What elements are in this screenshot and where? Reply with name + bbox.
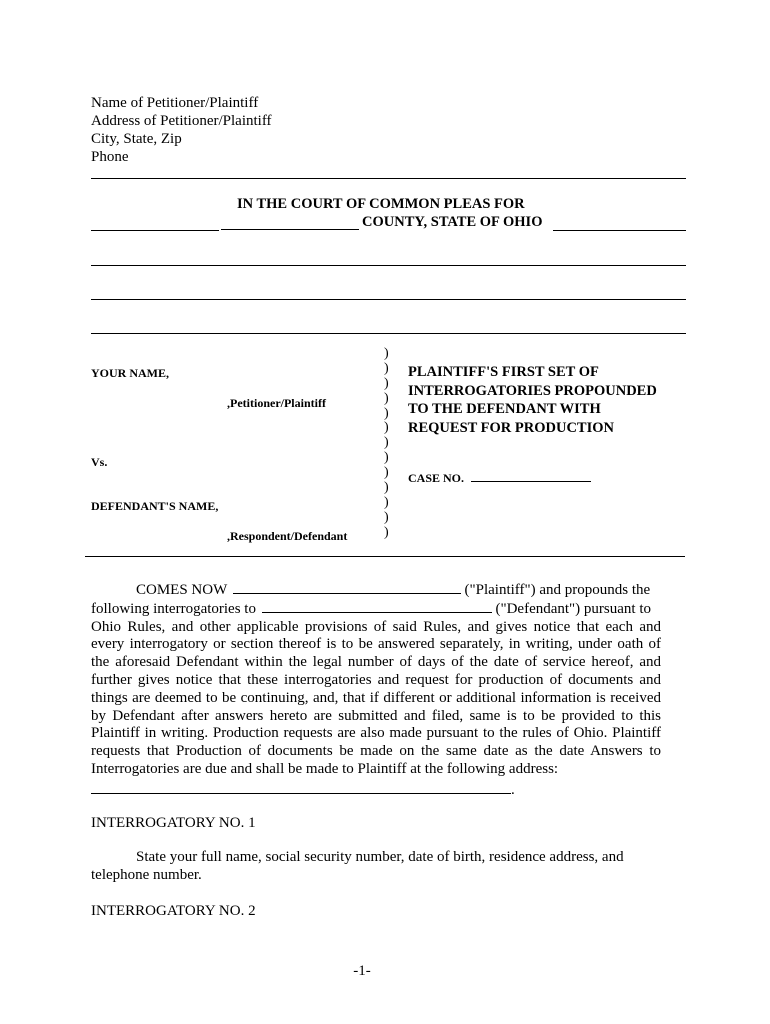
- court-line-2: COUNTY, STATE OF OHIO: [362, 214, 543, 230]
- petitioner-city-state-zip: City, State, Zip: [91, 131, 182, 147]
- following-line: [91, 600, 661, 619]
- petitioner-info-block: [91, 94, 272, 166]
- caption-your-name: YOUR NAME,: [91, 366, 169, 380]
- plaintiff-name-blank: [233, 581, 461, 594]
- comes-now-line: [91, 581, 661, 600]
- paren: ): [384, 524, 389, 540]
- page-number: -1-: [353, 963, 371, 979]
- blank-line-2: [91, 299, 686, 300]
- court-underline-right: [553, 230, 686, 231]
- caption-petitioner: ,Petitioner/Plaintiff: [227, 396, 326, 410]
- paren: ): [384, 450, 389, 466]
- paren: ): [384, 435, 389, 451]
- pleading-title: [408, 363, 657, 437]
- paren: ): [384, 494, 389, 510]
- address-period: .: [511, 781, 515, 798]
- interrogatory-1-text: State your full name, social security number, date of birth, residence address, and telephone number.: [91, 849, 624, 883]
- case-number-label: CASE NO.: [408, 471, 465, 485]
- paren: ): [384, 375, 389, 391]
- paren: ): [384, 360, 389, 376]
- petitioner-phone: Phone: [91, 149, 129, 165]
- paren: ): [384, 390, 389, 406]
- defendant-tail-text: ("Defendant") pursuant to: [495, 600, 651, 617]
- blank-line-1: [91, 265, 686, 266]
- caption-parentheses: [384, 347, 396, 541]
- caption-vs: Vs.: [91, 455, 108, 469]
- pleading-title-line: TO THE DEFENDANT WITH: [408, 401, 601, 417]
- case-number: [408, 469, 591, 486]
- address-line: [91, 781, 661, 800]
- case-number-blank: [471, 469, 591, 482]
- pleading-title-line: REQUEST FOR PRODUCTION: [408, 419, 614, 436]
- court-line-1: IN THE COURT OF COMMON PLEAS FOR: [237, 196, 525, 212]
- county-blank: [221, 229, 359, 230]
- caption-divider: [85, 556, 685, 557]
- plaintiff-tail-text: ("Plaintiff") and propounds the: [464, 582, 651, 598]
- opening-paragraph: [91, 581, 661, 800]
- paren: ): [384, 509, 389, 525]
- blank-line-3: [91, 333, 686, 334]
- caption-respondent: ,Respondent/Defendant: [227, 529, 348, 543]
- interrogatory-1-heading: INTERROGATORY NO. 1: [91, 815, 256, 831]
- paren: ): [384, 420, 389, 436]
- defendant-name-blank: [262, 600, 492, 613]
- interrogatory-2-heading: INTERROGATORY NO. 2: [91, 903, 256, 919]
- address-blank: [91, 781, 511, 794]
- pleading-title-line: PLAINTIFF'S FIRST SET OF: [408, 364, 599, 380]
- caption-defendant-name: DEFENDANT'S NAME,: [91, 499, 219, 513]
- paren: ): [384, 346, 389, 361]
- paren: ): [384, 465, 389, 481]
- paren: ): [384, 480, 389, 496]
- following-text: following interrogatories to: [91, 600, 256, 617]
- paragraph-rest: Ohio Rules, and other applicable provisions of said Rules, and gives notice that each and every interrogatory or section thereof is to be answered separately, in writing, under oath of the aforesaid Defendant within the legal number of days of the date of service hereof, and further gives notice that these interrogatories and request for production of documents and things are deemed to be continuing, and, that if different or additional information is received by Defendant after answers hereto are submitted and filed, same is to be provided to this Plaintiff in writing. Production requests are also made pursuant to the rules of Ohio. Plaintiff requests that Production of documents be made on the same date as the date Answers to Interrogatories are due and shall be made to Plaintiff at the following address:: [91, 618, 661, 777]
- pleading-title-line: INTERROGATORIES PROPOUNDED: [408, 382, 657, 399]
- petitioner-name: Name of Petitioner/Plaintiff: [91, 95, 259, 111]
- court-underline-left: [91, 230, 219, 231]
- petitioner-address: Address of Petitioner/Plaintiff: [91, 113, 272, 129]
- header-divider: [91, 178, 686, 179]
- comes-now-text: COMES NOW: [136, 582, 227, 598]
- paren: ): [384, 405, 389, 421]
